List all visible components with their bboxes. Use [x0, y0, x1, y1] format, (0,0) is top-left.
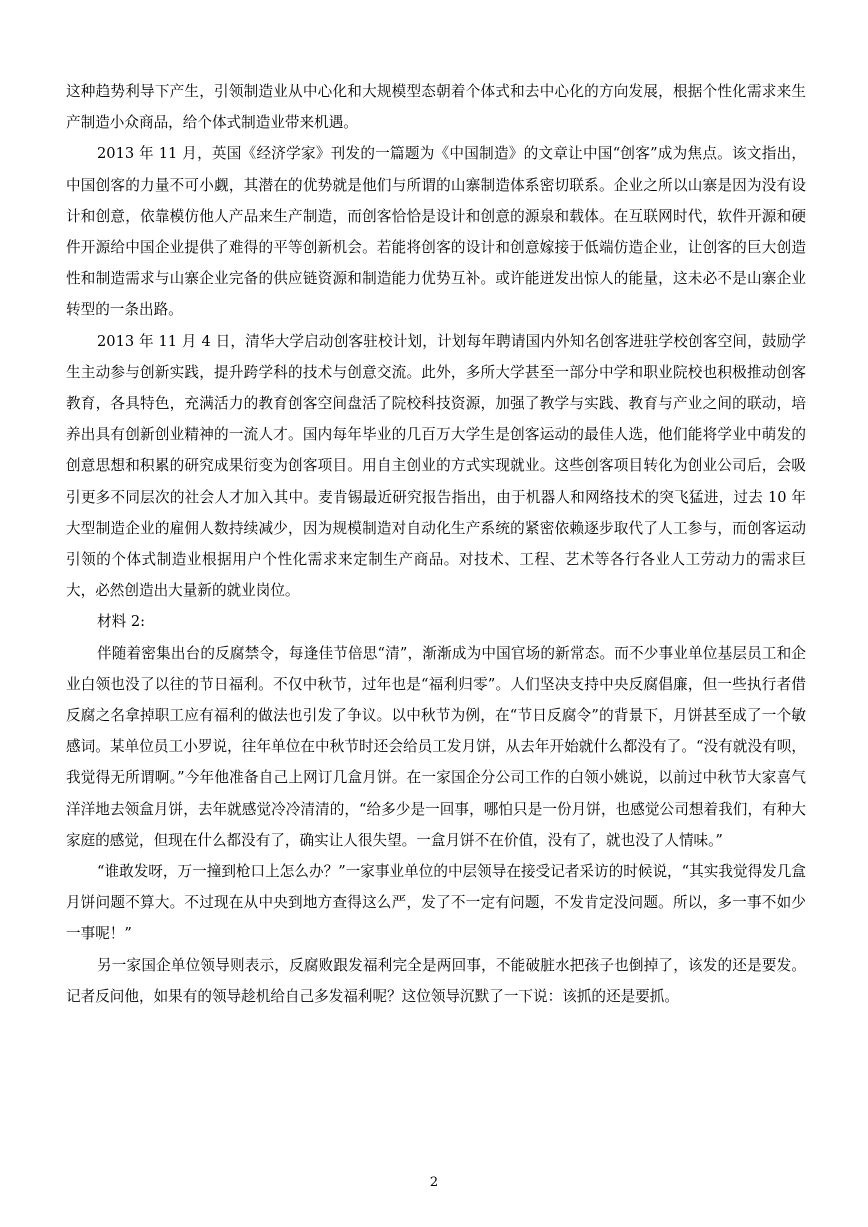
paragraph-economist-article: 2013 年 11 月，英国《经济学家》刊发的一篇题为《中国制造》的文章让中国“创客”成为焦点。该文指出，中国创客的力量不可小觑，其潜在的优势就是他们与所谓的山寨制造体系密切联系。企业之所以山寨是因为没有设计和创意，依靠模仿他人产品来生产制造，而创客恰恰是设计和创意的源泉和载体。在互联网时代，软件开源和硬件开源给中国企业提供了难得的平等创新机会。若能将创客的设计和创意嫁接于低端仿造企业，让创客的巨大创造性和制造需求与山寨企业完备的供应链资源和制造能力优势互补。或许能迸发出惊人的能量，这未必不是山寨企业转型的一条出路。 [66, 145, 806, 319]
paragraph-anti-corruption: 伴随着密集出台的反腐禁令，每逢佳节倍思“清”，渐渐成为中国官场的新常态。而不少事业单位基层员工和企业白领也没了以往的节日福利。不仅中秋节，过年也是“福利归零”。人们坚决支持中央反腐倡廉，但一些执行者借反腐之名拿掉职工应有福利的做法也引发了争议。以中秋节为例，在“节日反腐令”的背景下，月饼甚至成了一个敏感词。某单位员工小罗说，往年单位在中秋节时还会给员工发月饼，从去年开始就什么都没有了。“没有就没有呗，我觉得无所谓啊。”今年他准备自己上网订几盒月饼。在一家国企分公司工作的白领小姚说，以前过中秋节大家喜气洋洋地去领盒月饼，去年就感觉冷冷清清的，“给多少是一回事，哪怕只是一份月饼，也感觉公司想着我们，有种大家庭的感觉，但现在什么都没有了，确实让人很失望。一盒月饼不在价值，没有了，就也没了人情味。” [66, 644, 806, 849]
section-heading-material-2: 材料 2: [97, 613, 146, 631]
page-number: 2 [429, 1175, 439, 1190]
paragraph-tsinghua-program: 2013 年 11 月 4 日，清华大学启动创客驻校计划，计划每年聘请国内外知名创客进驻学校创客空间，鼓励学生主动参与创新实践，提升跨学科的技术与创意交流。此外，多所大学甚至一部分中学和职业院校也积极推动创客教育，各具特色，充满活力的教育创客空间盘活了院校科技资源，加强了教学与实践、教育与产业之间的联动，培养出具有创新创业精神的一流人才。国内每年毕业的几百万大学生是创客运动的最佳人选，他们能将学业中萌发的创意思想和积累的研究成果衍变为创客项目。用自主创业的方式实现就业。这些创客项目转化为创业公司后，会吸引更多不同层次的社会人才加入其中。麦肯锡最近研究报告指出，由于机器人和网络技术的突飞猛进，过去 10 年大型制造企业的雇佣人数持续减少，因为规模制造对自动化生产系统的紧密依赖逐步取代了人工参与，而创客运动引领的个体式制造业根据用户个性化需求来定制生产商品。对技术、工程、艺术等各行各业人工劳动力的需求巨大，必然创造出大量新的就业岗位。 [66, 332, 806, 600]
document-body [66, 76, 806, 1012]
paragraph-mid-level-leader-quote: “谁敢发呀，万一撞到枪口上怎么办？”一家事业单位的中层领导在接受记者采访的时候说，“其实我觉得发几盒月饼问题不算大。不过现在从中央到地方查得这么严，发了不一定有问题，不发肯定没问题。所以，多一事不如少一事呢！” [66, 863, 806, 943]
paragraph-soe-leader-view: 另一家国企单位领导则表示，反腐败跟发福利完全是两回事，不能破脏水把孩子也倒掉了，该发的还是要发。记者反问他，如果有的领导趁机给自己多发福利呢？这位领导沉默了一下说：该抓的还是要抓。 [66, 956, 806, 1005]
paragraph-intro-continuation: 这种趋势利导下产生，引领制造业从中心化和大规模型态朝着个体式和去中心化的方向发展，根据个性化需求来生产制造小众商品，给个体式制造业带来机遇。 [66, 83, 806, 132]
